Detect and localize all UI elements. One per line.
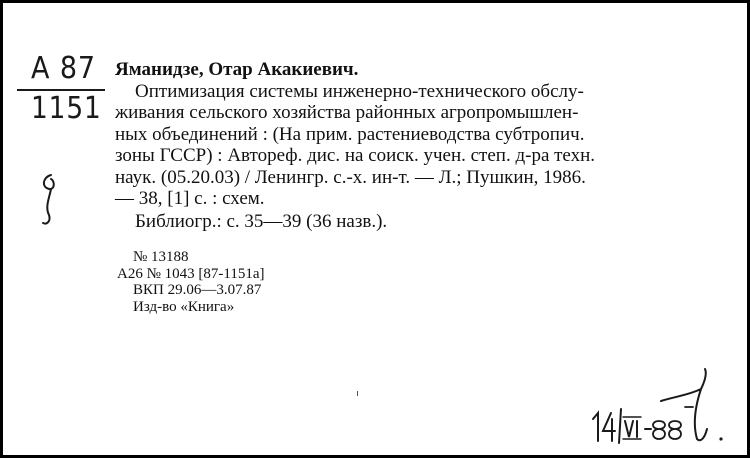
registration-block — [117, 249, 264, 315]
handwritten-date-signature — [589, 367, 729, 447]
bibliographic-description — [115, 59, 727, 232]
title-line-2: живания сельского хозяйства районных агропромышлен- — [115, 102, 579, 123]
registration-code: А26 № 1043 [87-1151а] — [117, 265, 265, 282]
title-line-3: ных объединений : (На прим. растениеводства субтропич. — [115, 123, 585, 145]
title-line-1: Оптимизация системы инженерно-технического обслу- — [135, 80, 584, 102]
handwritten-margin-mark — [37, 171, 61, 227]
title-line-5: наук. (05.20.03) / Ленингр. с.-х. ин-т. — Л.; Пушкин, 1986. — [115, 166, 586, 188]
shelfmark-bottom: 1151 — [31, 91, 102, 126]
title-line-author — [115, 59, 727, 81]
bibliography-note: Библиогр.: с. 35—39 (36 назв.). — [135, 210, 388, 232]
paper-speck — [357, 391, 358, 396]
shelfmark-top: A 87 — [31, 51, 97, 86]
title-line-4: зоны ГССР) : Автореф. дис. на соиск. учен. степ. д-ра техн. — [115, 145, 596, 166]
registration-publisher: Изд-во «Книга» — [133, 298, 235, 315]
title-line-6: — 38, [1] с. : схем. — [115, 188, 265, 209]
registration-number: № 13188 — [133, 249, 189, 265]
registration-vkp: ВКП 29.06—3.07.87 — [133, 282, 262, 298]
author-heading: Яманидзе, Отар Акакиевич. — [115, 59, 359, 80]
